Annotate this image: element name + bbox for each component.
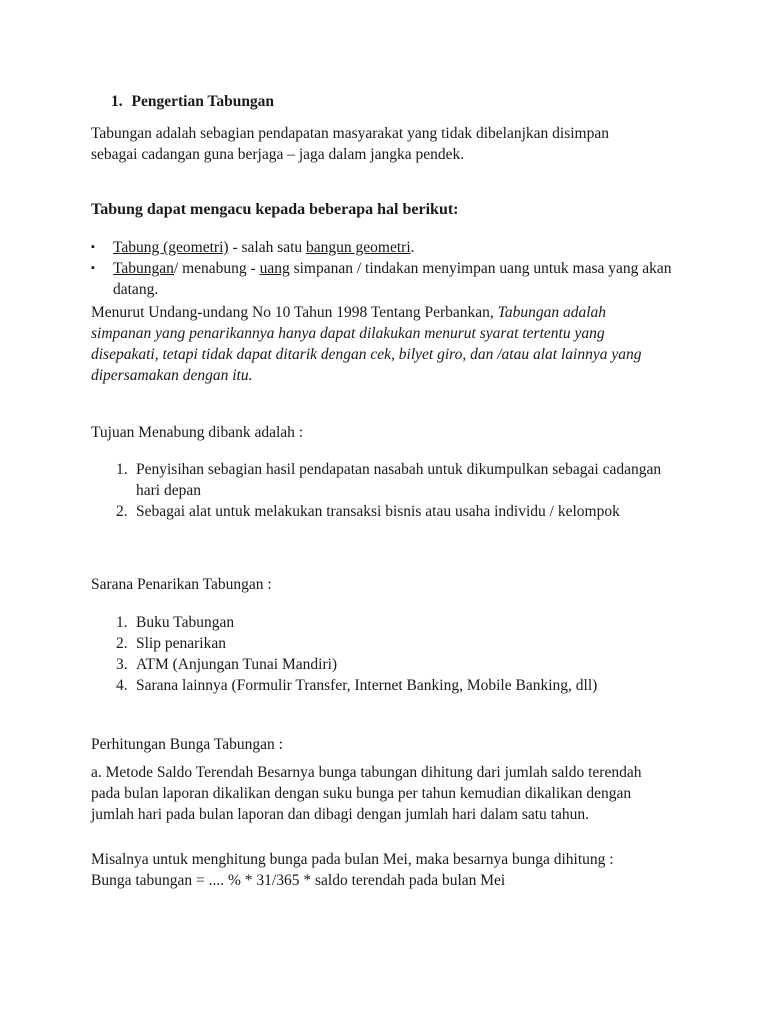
- section-number: 1.: [111, 93, 123, 110]
- link-uang[interactable]: uang: [259, 260, 290, 277]
- list-number: 3.: [116, 656, 128, 673]
- purpose-list: [91, 459, 681, 522]
- bullet-text: simpanan / tindakan menyimpan uang untuk masa yang akan datang.: [113, 260, 672, 298]
- purpose-title: Tujuan Menabung dibank adalah :: [91, 424, 304, 441]
- law-paragraph: [91, 302, 651, 386]
- bullet-text: - salah satu: [228, 239, 307, 256]
- bullet-text: / menabung -: [173, 260, 260, 277]
- link-tabung-geometri[interactable]: Tabung (geometri): [113, 239, 229, 256]
- example-paragraph: Misalnya untuk menghitung bunga pada bulan Mei, maka besarnya bunga dihitung : Bunga tabungan = .... % * 31/365 * saldo terendah pada bulan Mei: [91, 851, 614, 889]
- definition-paragraph: Tabungan adalah sebagian pendapatan masyarakat yang tidak dibelanjkan disimpan sebagai cadangan guna berjaga – jaga dalam jangka pendek.: [91, 125, 609, 163]
- subheading: Tabung dapat mengacu kepada beberapa hal berikut:: [91, 201, 459, 218]
- withdrawal-list: [91, 612, 691, 696]
- link-tabungan[interactable]: Tabungan: [113, 260, 174, 277]
- bullet-text: .: [410, 239, 415, 256]
- interest-title: Perhitungan Bunga Tabungan :: [91, 736, 283, 753]
- section-title: Pengertian Tabungan: [131, 93, 275, 110]
- list-number: 2.: [116, 635, 128, 652]
- list-text: ATM (Anjungan Tunai Mandiri): [136, 656, 338, 673]
- list-item: [91, 501, 681, 522]
- list-text: Sarana lainnya (Formulir Transfer, Internet Banking, Mobile Banking, dll): [136, 677, 598, 694]
- link-bangun-geometri[interactable]: bangun geometri: [306, 239, 411, 256]
- list-number: 2.: [116, 503, 128, 520]
- law-text: Menurut Undang-undang No 10 Tahun 1998 Tentang Perbankan,: [91, 304, 498, 321]
- list-text: Sebagai alat untuk melakukan transaksi bisnis atau usaha individu / kelompok: [136, 503, 620, 520]
- bullet-list: [91, 237, 691, 300]
- law-quote: Tabungan adalah simpanan yang penarikannya hanya dapat dilakukan menurut syarat tertentu yang disepakati, tetapi tidak dapat ditarik dengan cek, bilyet giro, dan /atau alat lainnya yang dipersamakan dengan itu.: [91, 304, 642, 384]
- section-heading: [111, 91, 701, 112]
- list-number: 1.: [116, 461, 128, 478]
- withdrawal-title: Sarana Penarikan Tabungan :: [91, 576, 272, 593]
- list-item: [91, 459, 681, 501]
- list-number: 1.: [116, 614, 128, 631]
- list-item: [91, 612, 691, 633]
- method-a-paragraph: a. Metode Saldo Terendah Besarnya bunga tabungan dihitung dari jumlah saldo terendah pada bulan laporan dikalikan dengan suku bunga per tahun kemudian dikalikan dengan jumlah hari pada bulan laporan dan dibagi dengan jumlah hari dalam satu tahun.: [91, 764, 642, 823]
- list-number: 4.: [116, 677, 128, 694]
- list-item: [91, 675, 691, 696]
- list-text: Buku Tabungan: [136, 614, 235, 631]
- bullet-marker: ▪: [91, 262, 95, 274]
- bullet-item: [91, 258, 691, 300]
- bullet-marker: ▪: [91, 241, 95, 253]
- list-text: Penyisihan sebagian hasil pendapatan nasabah untuk dikumpulkan sebagai cadangan hari depan: [136, 461, 662, 499]
- list-item: [91, 633, 691, 654]
- bullet-item: [91, 237, 691, 258]
- list-item: [91, 654, 691, 675]
- list-text: Slip penarikan: [136, 635, 226, 652]
